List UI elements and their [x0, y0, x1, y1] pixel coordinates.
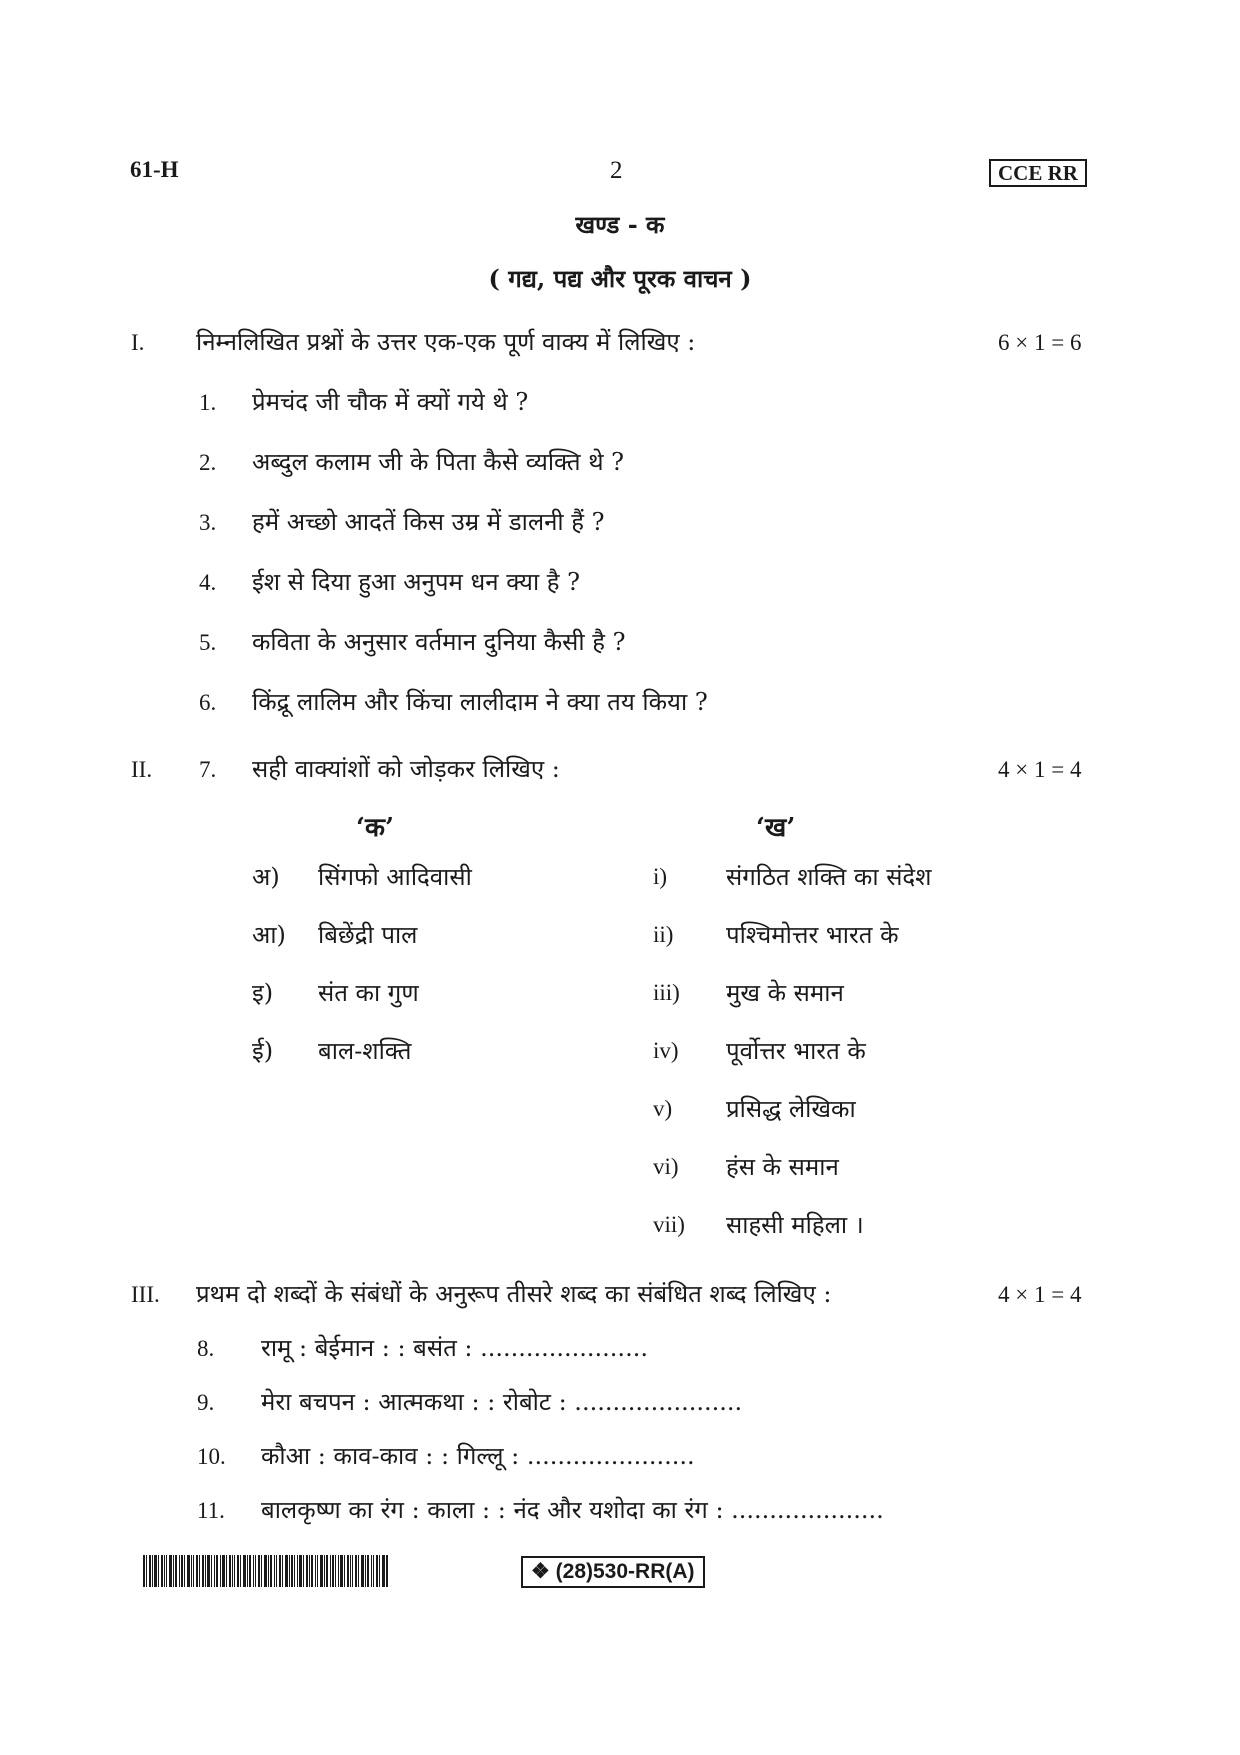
section-title: खण्ड - क	[575, 210, 665, 239]
paper-reference-code: ❖ (28)530-RR(A)	[521, 1556, 705, 1588]
match-b-label: vi)	[653, 1154, 679, 1179]
q1-marks: 6 × 1 = 6	[998, 330, 1082, 355]
q1-item-text: ईश से दिया हुआ अनुपम धन क्या है ?	[252, 568, 581, 596]
q1-item-num: 1.	[199, 390, 217, 415]
q3-item-num: 8.	[197, 1336, 215, 1361]
q3-marks: 4 × 1 = 4	[998, 1282, 1082, 1307]
match-b-text: प्रसिद्ध लेखिका	[726, 1095, 856, 1123]
q1-item-num: 2.	[199, 450, 217, 475]
q3-item-num: 11.	[197, 1498, 225, 1523]
q3-instruction: प्रथम दो शब्दों के संबंधों के अनुरूप तीसरे शब्द का संबंधित शब्द लिखिए :	[196, 1280, 832, 1308]
match-b-text: साहसी महिला ।	[726, 1211, 864, 1239]
match-b-label: iv)	[653, 1038, 679, 1063]
column-b-heading: ‘ख’	[756, 813, 796, 843]
q1-item-num: 4.	[199, 570, 217, 595]
q1-instruction: निम्नलिखित प्रश्नों के उत्तर एक-एक पूर्ण वाक्य में लिखिए :	[196, 328, 696, 356]
page-number: 2	[610, 157, 623, 184]
paper-code: 61-H	[130, 157, 179, 182]
match-b-text: संगठित शक्ति का संदेश	[726, 863, 932, 891]
column-a-heading: ‘क’	[356, 813, 395, 843]
match-b-text: पश्चिमोत्तर भारत के	[726, 921, 899, 949]
match-a-text: बिछेंद्री पाल	[318, 921, 418, 949]
match-a-label: ई)	[252, 1037, 274, 1065]
q3-item-num: 10.	[197, 1444, 226, 1469]
section-subtitle: ( गद्य, पद्य और पूरक वाचन )	[488, 264, 752, 293]
q1-item-text: किंद्रू लालिम और किंचा लालीदाम ने क्या तय किया ?	[252, 688, 708, 716]
match-b-label: iii)	[653, 980, 680, 1005]
q2-num: 7.	[199, 757, 217, 782]
q1-item-text: प्रेमचंद जी चौक में क्यों गये थे ?	[252, 388, 529, 416]
match-b-label: i)	[653, 864, 668, 889]
match-b-label: vii)	[653, 1212, 685, 1237]
q1-item-text: कविता के अनुसार वर्तमान दुनिया कैसी है ?	[252, 628, 626, 656]
match-a-label: आ)	[252, 921, 286, 949]
q3-roman: III.	[131, 1282, 160, 1307]
match-a-text: संत का गुण	[318, 979, 419, 1007]
match-a-label: इ)	[252, 979, 274, 1007]
match-a-text: सिंगफो आदिवासी	[318, 863, 472, 891]
q1-item-num: 3.	[199, 510, 217, 535]
match-b-text: पूर्वोत्तर भारत के	[726, 1037, 866, 1065]
q1-item-text: अब्दुल कलाम जी के पिता कैसे व्यक्ति थे ?	[252, 448, 625, 476]
q2-roman: II.	[131, 757, 153, 782]
q3-item-num: 9.	[197, 1390, 215, 1415]
q1-roman: I.	[131, 330, 145, 355]
q1-item-num: 6.	[199, 690, 217, 715]
q1-item-text: हमें अच्छो आदतें किस उम्र में डालनी हैं ?	[252, 508, 605, 536]
q2-instruction: सही वाक्यांशों को जोड़कर लिखिए :	[252, 755, 560, 783]
exam-type-box: CCE RR	[989, 159, 1087, 187]
q3-item-text: मेरा बचपन : आत्मकथा : : रोबोट : ......................	[261, 1388, 743, 1416]
q3-item-text: कौआ : काव-काव : : गिल्लू : ......................	[261, 1442, 695, 1470]
match-b-text: हंस के समान	[726, 1153, 839, 1181]
q3-item-text: रामू : बेईमान : : बसंत : ......................	[261, 1334, 648, 1362]
q3-item-text: बालकृष्ण का रंग : काला : : नंद और यशोदा का रंग : ....................	[261, 1496, 884, 1524]
match-a-text: बाल-शक्ति	[318, 1037, 412, 1065]
match-b-label: ii)	[653, 922, 674, 947]
barcode-image	[143, 1555, 388, 1587]
match-a-label: अ)	[252, 863, 280, 891]
q1-item-num: 5.	[199, 630, 217, 655]
match-b-text: मुख के समान	[726, 979, 844, 1007]
match-b-label: v)	[653, 1096, 673, 1121]
q2-marks: 4 × 1 = 4	[998, 757, 1082, 782]
